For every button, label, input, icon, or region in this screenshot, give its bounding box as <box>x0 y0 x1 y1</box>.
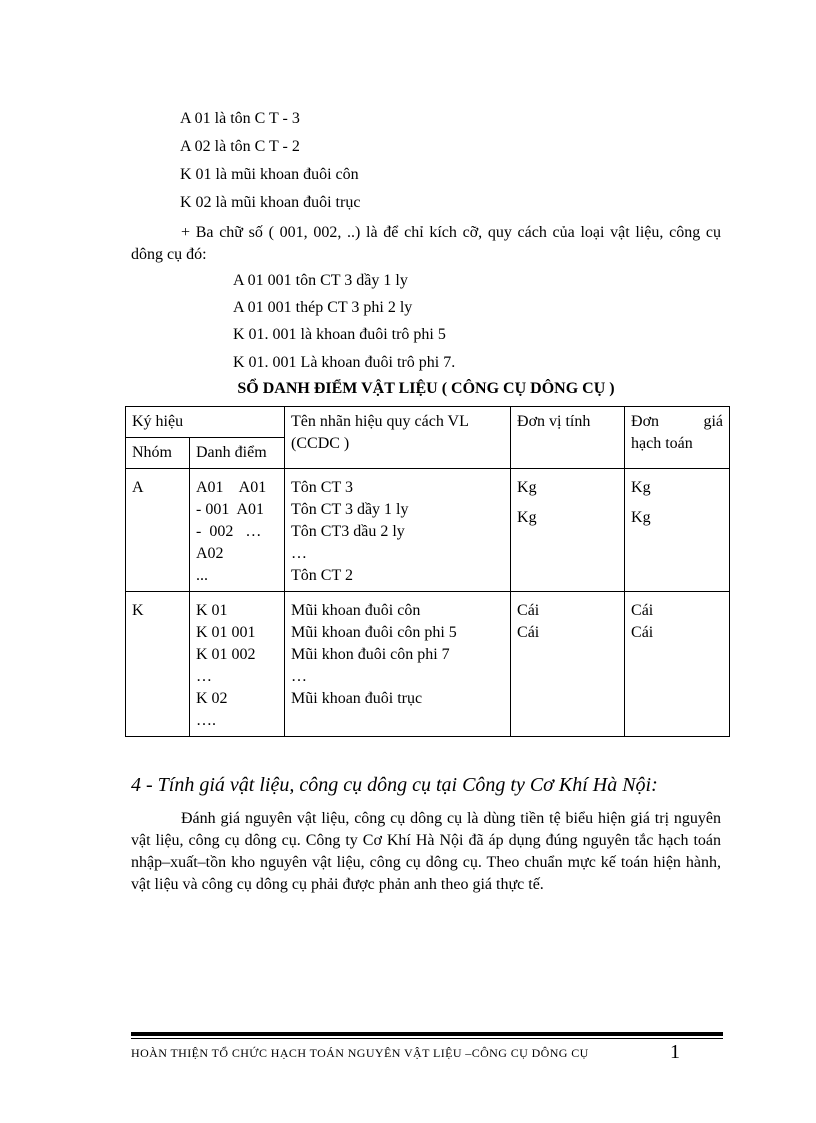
danh-diem-line: - 001 A01 <box>196 501 264 518</box>
footer-rule-thin <box>131 1038 723 1039</box>
don-vi-line: Cái <box>517 624 540 641</box>
ten-line: Tôn CT3 dầu 2 ly <box>291 523 405 540</box>
danh-diem-line: K 01 001 <box>196 624 256 641</box>
table-row <box>126 592 730 737</box>
ten-line: Mũi khoan đuôi trục <box>291 690 423 707</box>
header-don-gia-word-2: giá <box>703 413 724 430</box>
header-don-gia-word-3: hạch toán <box>631 435 693 452</box>
don-vi-line: Kg <box>517 479 537 496</box>
danh-diem-line: - 002 … <box>196 523 262 540</box>
don-gia-line: Kg <box>631 509 651 526</box>
code-line-a02: A 02 là tôn C T - 2 <box>180 138 300 155</box>
cell-don-vi <box>511 469 625 592</box>
ten-line: … <box>291 545 308 562</box>
example-line-1: A 01 001 tôn CT 3 dầy 1 ly <box>233 272 408 289</box>
example-line-2: A 01 001 thép CT 3 phi 2 ly <box>233 299 413 316</box>
don-vi-line: Kg <box>517 509 537 526</box>
code-line-a01: A 01 là tôn C T - 3 <box>180 110 300 127</box>
table-header-row-1 <box>126 407 730 438</box>
paragraph-digits: + Ba chữ số ( 001, 002, ..) là để chỉ kích cỡ, quy cách của loại vật liệu, công cụ dông cụ đó: <box>131 224 721 263</box>
section-4-paragraph: Đánh giá nguyên vật liệu, công cụ dông cụ là dùng tiền tệ biểu hiện giá trị nguyên vật liệu, công cụ dông cụ. Công ty Cơ Khí Hà Nội đã áp dụng đúng nguyên tắc hạch toán nhập–xuất–tồn kho nguyên vật liệu, công cụ dông cụ. Theo chuẩn mực kế toán hiện hành, vật liệu và công cụ dông cụ phải được phản anh theo giá thực tế. <box>131 810 721 893</box>
cell-ten <box>285 592 511 737</box>
header-don-gia-word-1: Đơn <box>631 413 660 430</box>
cell-nhom: A <box>126 469 190 592</box>
code-line-k01: K 01 là mũi khoan đuôi côn <box>180 166 359 183</box>
don-vi-line: Cái <box>517 602 540 619</box>
ten-line: Mũi khon đuôi côn phi 7 <box>291 646 450 663</box>
danh-diem-line: …. <box>196 712 216 729</box>
cell-don-vi <box>511 592 625 737</box>
cell-ten <box>285 469 511 592</box>
don-gia-line: Cái <box>631 624 654 641</box>
table-row <box>126 469 730 592</box>
example-line-3: K 01. 001 là khoan đuôi trô phi 5 <box>233 326 446 343</box>
header-danh-diem: Danh điểm <box>190 438 285 469</box>
danh-diem-line: ... <box>196 567 208 584</box>
cell-nhom: K <box>126 592 190 737</box>
danh-diem-line: A02 <box>196 545 224 562</box>
ten-line: Mũi khoan đuôi côn phi 5 <box>291 624 457 641</box>
footer-rule-thick <box>131 1032 723 1036</box>
header-ten: Tên nhãn hiệu quy cách VL (CCDC ) <box>285 407 511 469</box>
header-ky-hieu: Ký hiệu <box>126 407 285 438</box>
header-don-vi: Đơn vị tính <box>511 407 625 469</box>
cell-danh-diem <box>190 592 285 737</box>
ten-line: Tôn CT 3 <box>291 479 353 496</box>
danh-diem-line: K 02 <box>196 690 228 707</box>
cell-danh-diem <box>190 469 285 592</box>
header-don-gia <box>625 407 730 469</box>
ten-line: Mũi khoan đuôi côn <box>291 602 421 619</box>
danh-diem-table <box>125 406 730 737</box>
header-nhom: Nhóm <box>126 438 190 469</box>
code-line-k02: K 02 là mũi khoan đuôi trục <box>180 194 361 211</box>
danh-diem-line: K 01 <box>196 602 228 619</box>
ten-line: … <box>291 668 308 685</box>
danh-diem-line: … <box>196 668 212 685</box>
danh-diem-line: A01 A01 <box>196 479 267 496</box>
don-gia-line: Cái <box>631 602 654 619</box>
cell-don-gia <box>625 592 730 737</box>
footer-title: HOÀN THIỆN TỔ CHỨC HẠCH TOÁN NGUYÊN VẬT LIỆU –CÔNG CỤ DÔNG CỤ <box>131 1046 589 1060</box>
page-number: 1 <box>670 1041 680 1063</box>
danh-diem-line: K 01 002 <box>196 646 256 663</box>
cell-don-gia <box>625 469 730 592</box>
section-4-title: 4 - Tính giá vật liệu, công cụ dông cụ tại Công ty Cơ Khí Hà Nội: <box>131 774 658 796</box>
table-title: SỔ DANH ĐIỂM VẬT LIỆU ( CÔNG CỤ DÔNG CỤ ) <box>237 380 615 397</box>
ten-line: Tôn CT 2 <box>291 567 353 584</box>
ten-line: Tôn CT 3 dầy 1 ly <box>291 501 409 518</box>
example-line-4: K 01. 001 Là khoan đuôi trô phi 7. <box>233 354 456 371</box>
don-gia-line: Kg <box>631 479 651 496</box>
